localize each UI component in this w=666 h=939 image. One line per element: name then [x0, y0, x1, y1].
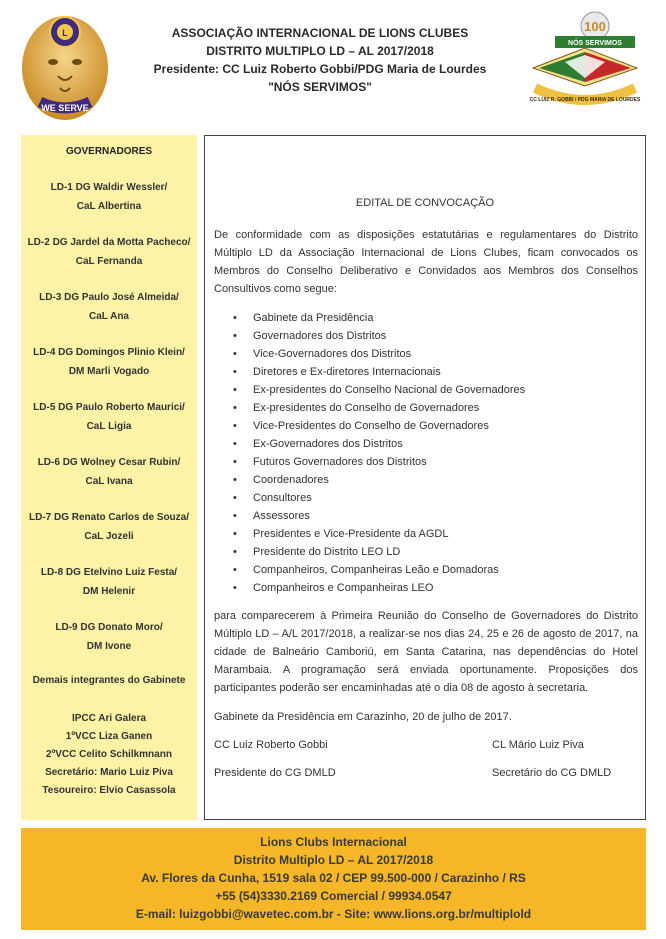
governor-name: LD-1 DG Waldir Wessler/	[50, 182, 168, 193]
notice-body: para comparecerem à Primeira Reunião do Conselho de Governadores do Distrito Múltiplo LD – A/L 2017/2018, a realizar-se nos dias 24, 25 e 26 de agosto de 2017, na cidade de Balneário Camboriú, em Santa Catarina, nas dependências do Hotel Marambaia. A programação será enviada oportunamente. Proposições dos participantes poderão ser encaminhadas até o dia 08 de agosto à secretaria.	[214, 610, 638, 694]
governors-sidebar	[21, 135, 197, 820]
governor-name: LD-5 DG Paulo Roberto Maurici/	[33, 402, 185, 413]
list-item: • Ex-presidentes do Conselho de Governadores	[233, 399, 525, 417]
date-line: Gabinete da Presidência em Carazinho, 20 de julho de 2017.	[214, 711, 512, 723]
notice-intro: De conformidade com as disposições estatutárias e regulamentares do Distrito Múltiplo LD da Associação Internacional de Lions Clubes, ficam convocados os Membros do Conselho Deliberativo e Convidados aos Membros dos Conselhos Consultivos como segue:	[214, 229, 638, 295]
footer-district: Distrito Multiplo LD – AL 2017/2018	[233, 853, 434, 867]
governor-entry	[21, 453, 197, 491]
signer-right-role: Secretário do CG DMLD	[492, 767, 612, 779]
governor-name: LD-3 DG Paulo José Almeida/	[39, 292, 179, 303]
cabinet-members-list	[21, 710, 197, 800]
emblem-motto: NÓS SERVIMOS	[568, 40, 622, 47]
governor-entry	[21, 288, 197, 326]
list-item: • Diretores e Ex-diretores Internacionais	[233, 363, 525, 381]
list-item: • Governadores dos Distritos	[233, 327, 525, 345]
svg-text:L: L	[62, 28, 68, 38]
notice-title: EDITAL DE CONVOCAÇÃO	[355, 197, 495, 209]
footer-phone: +55 (54)3330.2169 Comercial / 99934.0547	[215, 889, 452, 903]
list-item: • Consultores	[233, 489, 525, 507]
governor-spouse: CaL Albertina	[76, 201, 142, 212]
notice-box	[204, 135, 646, 820]
list-item: • Ex-Governadores dos Distritos	[233, 435, 525, 453]
emblem-names: CC LUIZ R. GOBBI / PDG MARIA DE LOURDES	[529, 97, 641, 103]
governor-spouse: CaL Jozeli	[84, 531, 134, 542]
cabinet-member: IPCC Ari Galera	[71, 713, 147, 724]
header-motto: "NÓS SERVIMOS"	[268, 80, 372, 94]
governor-name: LD-7 DG Renato Carlos de Souza/	[28, 512, 190, 523]
list-item: • Futuros Governadores dos Distritos	[233, 453, 525, 471]
footer-address: Av. Flores da Cunha, 1519 sala 02 / CEP 99.500-000 / Carazinho / RS	[141, 871, 526, 885]
invitee-list	[233, 309, 525, 597]
governor-name: LD-2 DG Jardel da Motta Pacheco/	[27, 237, 191, 248]
governor-name: LD-6 DG Wolney Cesar Rubin/	[37, 457, 181, 468]
governor-name: LD-4 DG Domingos Plinio Klein/	[33, 347, 185, 358]
sidebar-title: GOVERNADORES	[65, 146, 153, 157]
governor-entry	[21, 508, 197, 546]
list-item: • Ex-presidentes do Conselho Nacional de Governadores	[233, 381, 525, 399]
governor-entry	[21, 343, 197, 381]
cabinet-member: 2ºVCC Celito Schilkmnann	[46, 749, 172, 760]
governor-entry	[21, 233, 197, 271]
district-emblem-logo	[525, 8, 645, 118]
signer-right-name: CL Mário Luiz Piva	[492, 739, 584, 751]
list-item: • Coordenadores	[233, 471, 525, 489]
governor-name: LD-9 DG Donato Moro/	[55, 622, 163, 633]
list-item: • Assessores	[233, 507, 525, 525]
list-item: • Vice-Governadores dos Distritos	[233, 345, 525, 363]
governor-spouse: CaL Ligia	[86, 421, 132, 432]
governor-entry	[21, 618, 197, 656]
header-district: DISTRITO MULTIPLO LD – AL 2017/2018	[206, 44, 434, 58]
list-item: • Presidente do Distrito LEO LD	[233, 543, 525, 561]
list-item: • Companheiros, Companheiras Leão e Domadoras	[233, 561, 525, 579]
contact-footer	[21, 828, 646, 930]
cabinet-member: Secretário: Mario Luiz Piva	[45, 767, 173, 778]
header-president: Presidente: CC Luiz Roberto Gobbi/PDG Maria de Lourdes	[153, 62, 487, 76]
footer-email-site: E-mail: luizgobbi@wavetec.com.br - Site: www.lions.org.br/multiplold	[135, 907, 532, 921]
svg-text:100: 100	[584, 19, 606, 34]
governor-name: LD-8 DG Etelvino Luiz Festa/	[40, 567, 178, 578]
governor-spouse: DM Ivone	[86, 641, 132, 652]
governor-entry	[21, 178, 197, 216]
header-association: ASSOCIAÇÃO INTERNACIONAL DE LIONS CLUBES	[171, 26, 469, 40]
signer-left-role: Presidente do CG DMLD	[214, 767, 336, 779]
governor-spouse: CaL Ana	[88, 311, 129, 322]
cabinet-heading: Demais integrantes do Gabinete	[32, 675, 186, 686]
governor-entry	[21, 398, 197, 436]
governor-spouse: CaL Fernanda	[75, 256, 143, 267]
list-item: • Presidentes e Vice-Presidente da AGDL	[233, 525, 525, 543]
signer-left-name: CC Luiz Roberto Gobbi	[214, 739, 328, 751]
list-item: • Gabinete da Presidência	[233, 309, 525, 327]
list-item: • Companheiros e Companheiras LEO	[233, 579, 525, 597]
governor-spouse: DM Helenir	[82, 586, 136, 597]
footer-org: Lions Clubs Internacional	[260, 835, 407, 849]
list-item: • Vice-Presidentes do Conselho de Governadores	[233, 417, 525, 435]
lions-logo	[20, 10, 110, 122]
governor-spouse: DM Marli Vogado	[68, 366, 150, 377]
governor-spouse: CaL Ivana	[85, 476, 133, 487]
governor-entry	[21, 563, 197, 601]
cabinet-member: 1ºVCC Liza Ganen	[65, 731, 153, 742]
cabinet-member: Tesoureiro: Elvio Casassola	[42, 785, 176, 796]
we-serve-text: WE SERVE	[41, 103, 89, 113]
page-header	[120, 24, 520, 96]
